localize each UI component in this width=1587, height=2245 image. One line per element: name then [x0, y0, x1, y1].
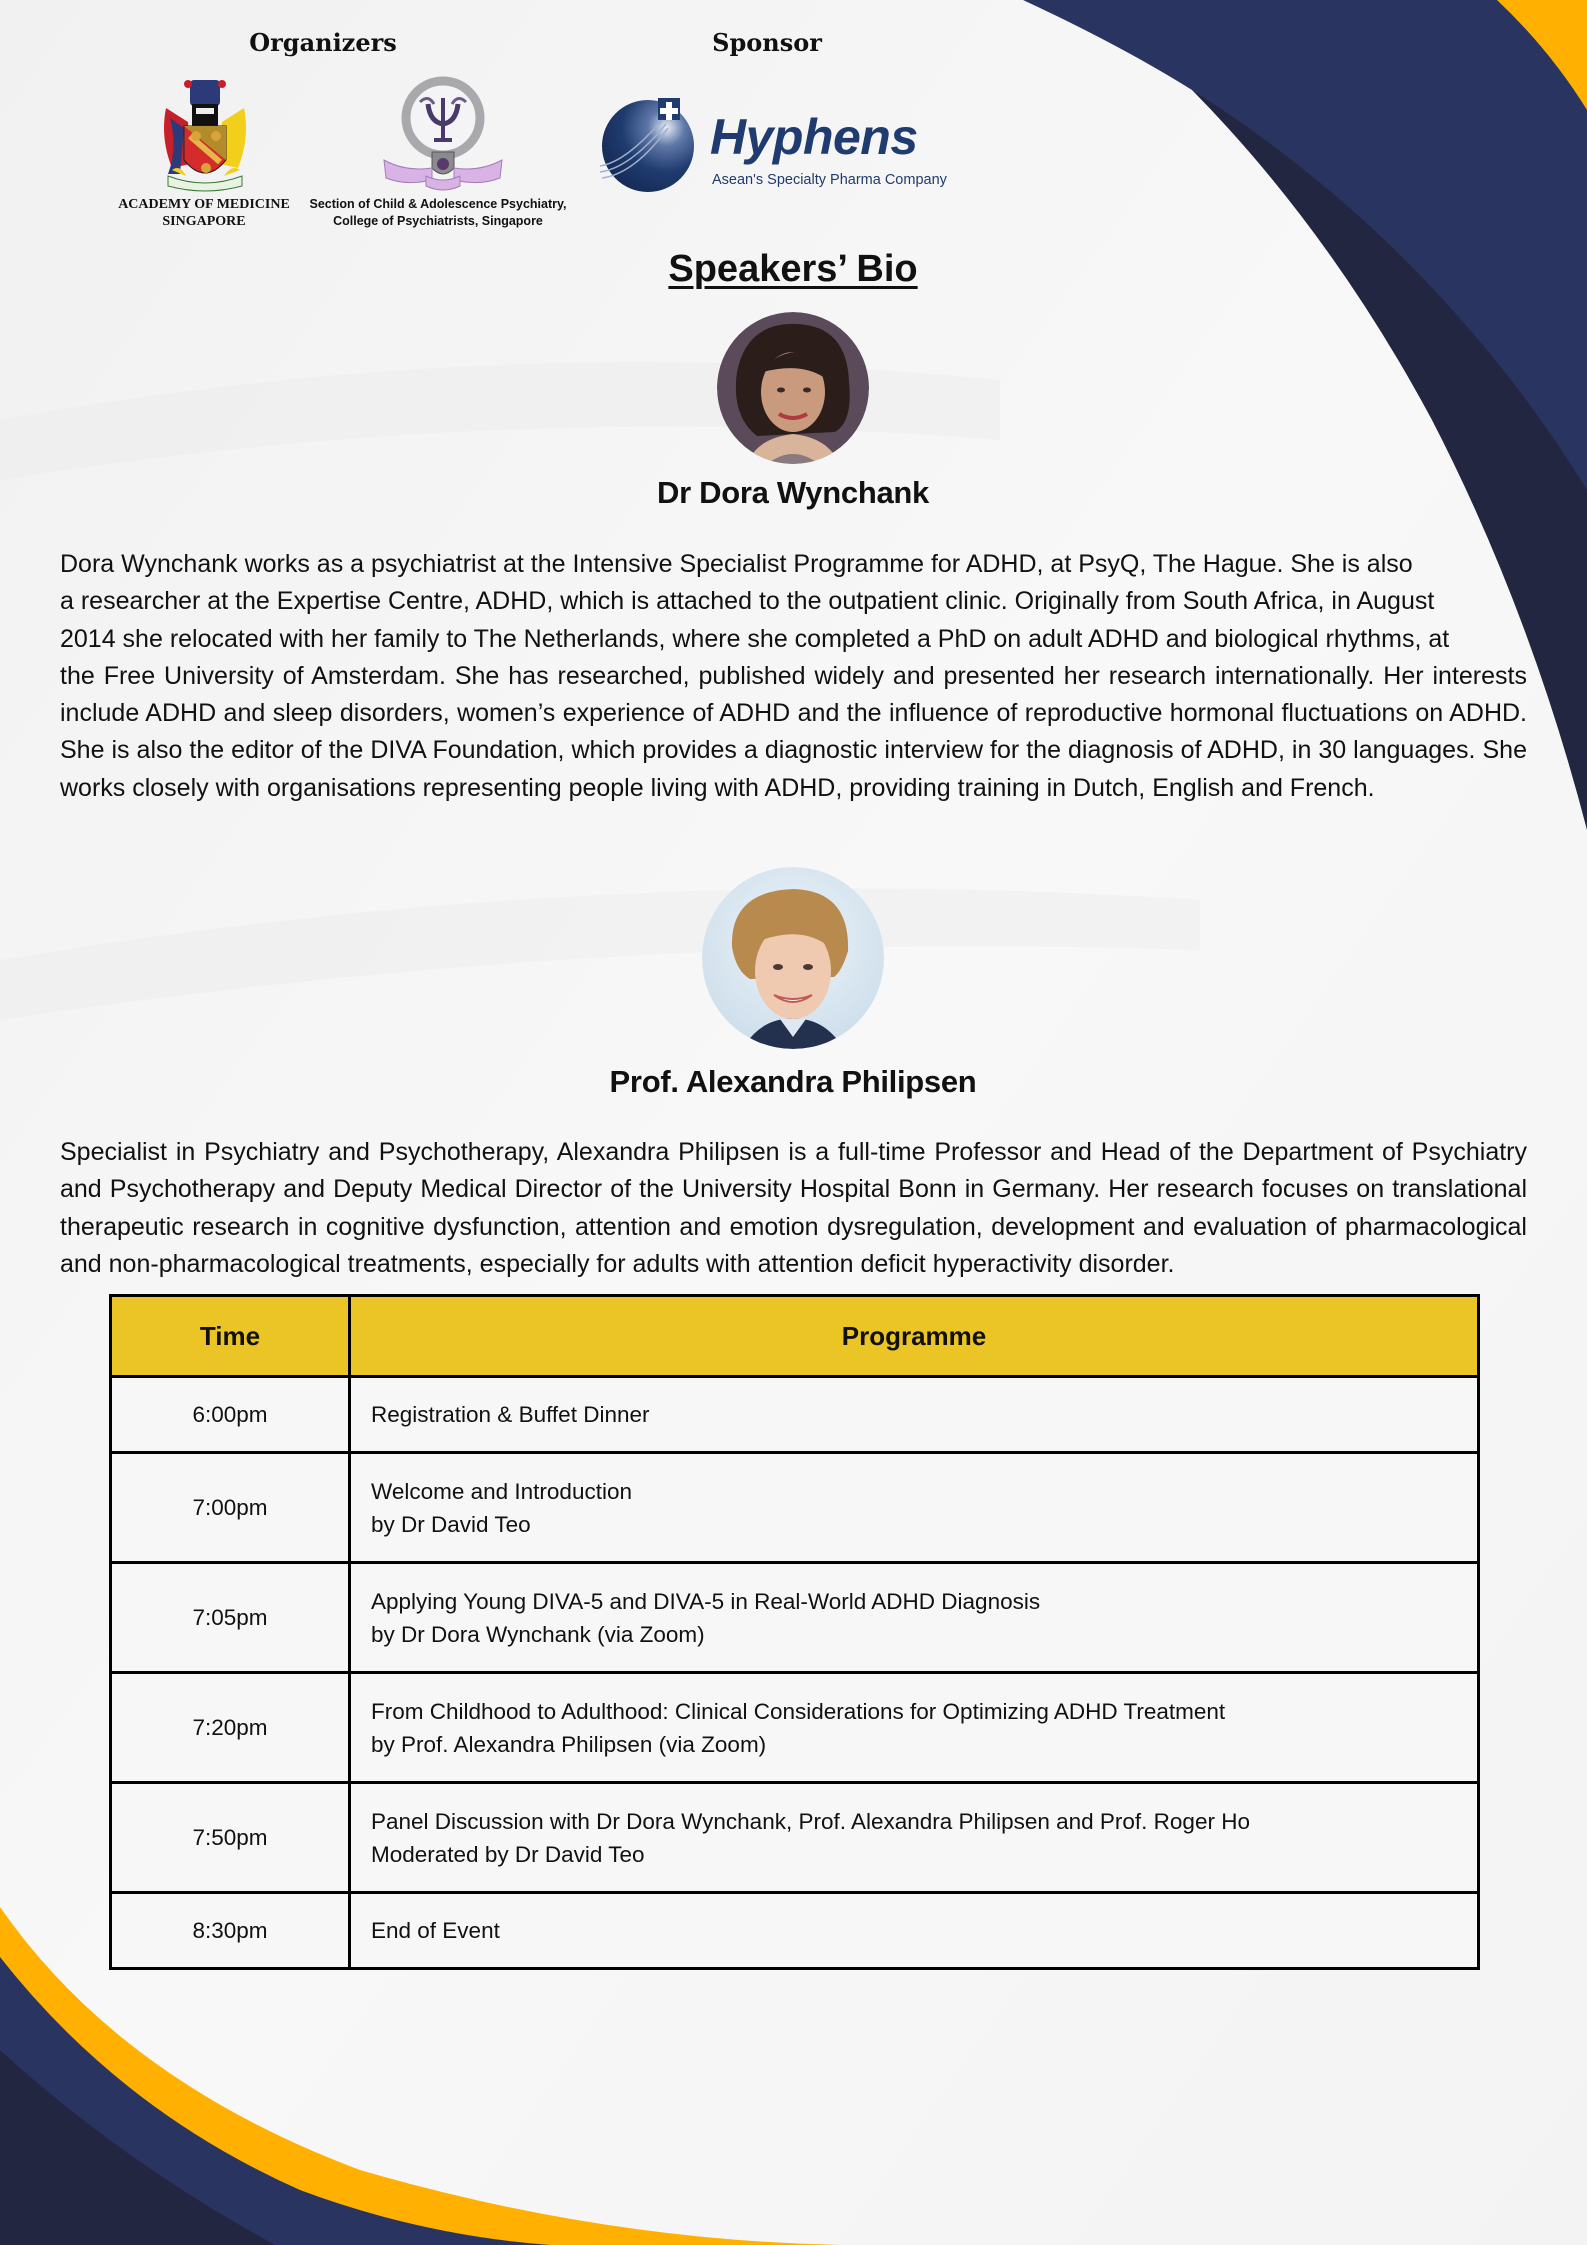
row-programme-title: End of Event — [371, 1918, 500, 1943]
speaker-name-alexandra-philipsen: Prof. Alexandra Philipsen — [609, 1064, 977, 1099]
row-programme-title: Welcome and Introduction — [371, 1478, 632, 1504]
organizers-label: Organizers — [249, 28, 397, 57]
row-programme-title: Applying Young DIVA-5 and DIVA-5 in Real-World ADHD Diagnosis — [371, 1588, 1041, 1614]
row-time: 7:50pm — [111, 1783, 350, 1893]
row-programme — [350, 1453, 1479, 1563]
speaker-photo-alexandra-philipsen — [702, 867, 884, 1049]
speaker-name-dora-wynchank: Dr Dora Wynchank — [657, 475, 929, 510]
bio-line: Dora Wynchank works as a psychiatrist at the Intensive Specialist Programme for ADHD, at PsyQ, The Hague. She is also — [60, 550, 1413, 578]
row-programme-speaker: Moderated by Dr David Teo — [371, 1841, 645, 1867]
bio-line: a researcher at the Expertise Centre, ADHD, which is attached to the outpatient clinic. Originally from South Africa, in August — [60, 587, 1435, 616]
table-row — [111, 1377, 1479, 1453]
row-programme-speaker: by Prof. Alexandra Philipsen (via Zoom) — [371, 1731, 767, 1757]
academy-name-line-1: ACADEMY OF MEDICINE — [118, 197, 290, 212]
college-name-line-2: College of Psychiatrists, Singapore — [333, 214, 543, 228]
table-row — [111, 1783, 1479, 1893]
bio-paragraph-rest: the Free University of Amsterdam. She has researched, published widely and presented her research internationally. Her interests include ADHD and sleep disorders, women’s experience of ADHD and the influence of reproductive hormonal fluctuations on ADHD. She is also the editor of the DIVA Foundation, which provides a diagnostic interview for the diagnosis of ADHD, in 30 languages. She works closely with organisations representing people living with ADHD, providing training in Dutch, English and French. — [60, 661, 1527, 802]
programme-table-header-row — [111, 1296, 1479, 1377]
table-row — [111, 1453, 1479, 1563]
speaker-bio-dora-wynchank — [60, 546, 1527, 807]
row-time: 8:30pm — [111, 1893, 350, 1969]
hyphens-brand-name: Hyphens — [710, 109, 918, 165]
academy-name-line-2: SINGAPORE — [162, 214, 246, 229]
academy-of-medicine-crest-logo — [160, 78, 250, 196]
hyphens-tagline: Asean's Specialty Pharma Company — [712, 172, 947, 188]
row-time: 6:00pm — [111, 1377, 350, 1453]
row-programme — [350, 1893, 1479, 1969]
speaker-bio-alexandra-philipsen: Specialist in Psychiatry and Psychotherapy, Alexandra Philipsen is a full-time Professor and Head of the Department of Psychiatry and Psychotherapy and Deputy Medical Director of the University Hospital Bonn in Germany. Her research focuses on translational therapeutic research in cognitive dysfunction, attention and emotion dysregulation, development and evaluation of pharmacological and non-pharmacological treatments, especially for adults with attention deficit hyperactivity disorder. — [60, 1138, 1527, 1278]
column-header-time: Time — [111, 1296, 350, 1377]
bio-line: 2014 she relocated with her family to The Netherlands, where she completed a PhD on adult ADHD and biological rhythms, at — [60, 624, 1450, 653]
row-time: 7:05pm — [111, 1563, 350, 1673]
college-of-psychiatrists-name — [298, 196, 578, 230]
row-programme-title: From Childhood to Adulthood: Clinical Considerations for Optimizing ADHD Treatment — [371, 1698, 1226, 1724]
table-row — [111, 1563, 1479, 1673]
row-time: 7:20pm — [111, 1673, 350, 1783]
table-row — [111, 1893, 1479, 1969]
row-programme — [350, 1783, 1479, 1893]
speakers-bio-title: Speakers’ Bio — [668, 248, 918, 290]
table-row — [111, 1673, 1479, 1783]
academy-of-medicine-name — [114, 196, 294, 230]
row-programme — [350, 1377, 1479, 1453]
speaker-photo-dora-wynchank — [717, 312, 869, 464]
programme-table — [109, 1294, 1480, 1970]
hyphens-globe-logo — [596, 92, 706, 196]
sponsor-label: Sponsor — [712, 28, 822, 57]
row-programme-title: Registration & Buffet Dinner — [371, 1402, 650, 1427]
row-programme — [350, 1673, 1479, 1783]
college-name-line-1: Section of Child & Adolescence Psychiatry, — [309, 197, 567, 211]
row-programme — [350, 1563, 1479, 1673]
row-programme-speaker: by Dr Dora Wynchank (via Zoom) — [371, 1621, 705, 1647]
column-header-programme: Programme — [350, 1296, 1479, 1377]
row-programme-title: Panel Discussion with Dr Dora Wynchank, Prof. Alexandra Philipsen and Prof. Roger Ho — [371, 1808, 1250, 1834]
row-time: 7:00pm — [111, 1453, 350, 1563]
college-of-psychiatrists-seal-logo — [376, 76, 510, 194]
row-programme-speaker: by Dr David Teo — [371, 1511, 531, 1537]
